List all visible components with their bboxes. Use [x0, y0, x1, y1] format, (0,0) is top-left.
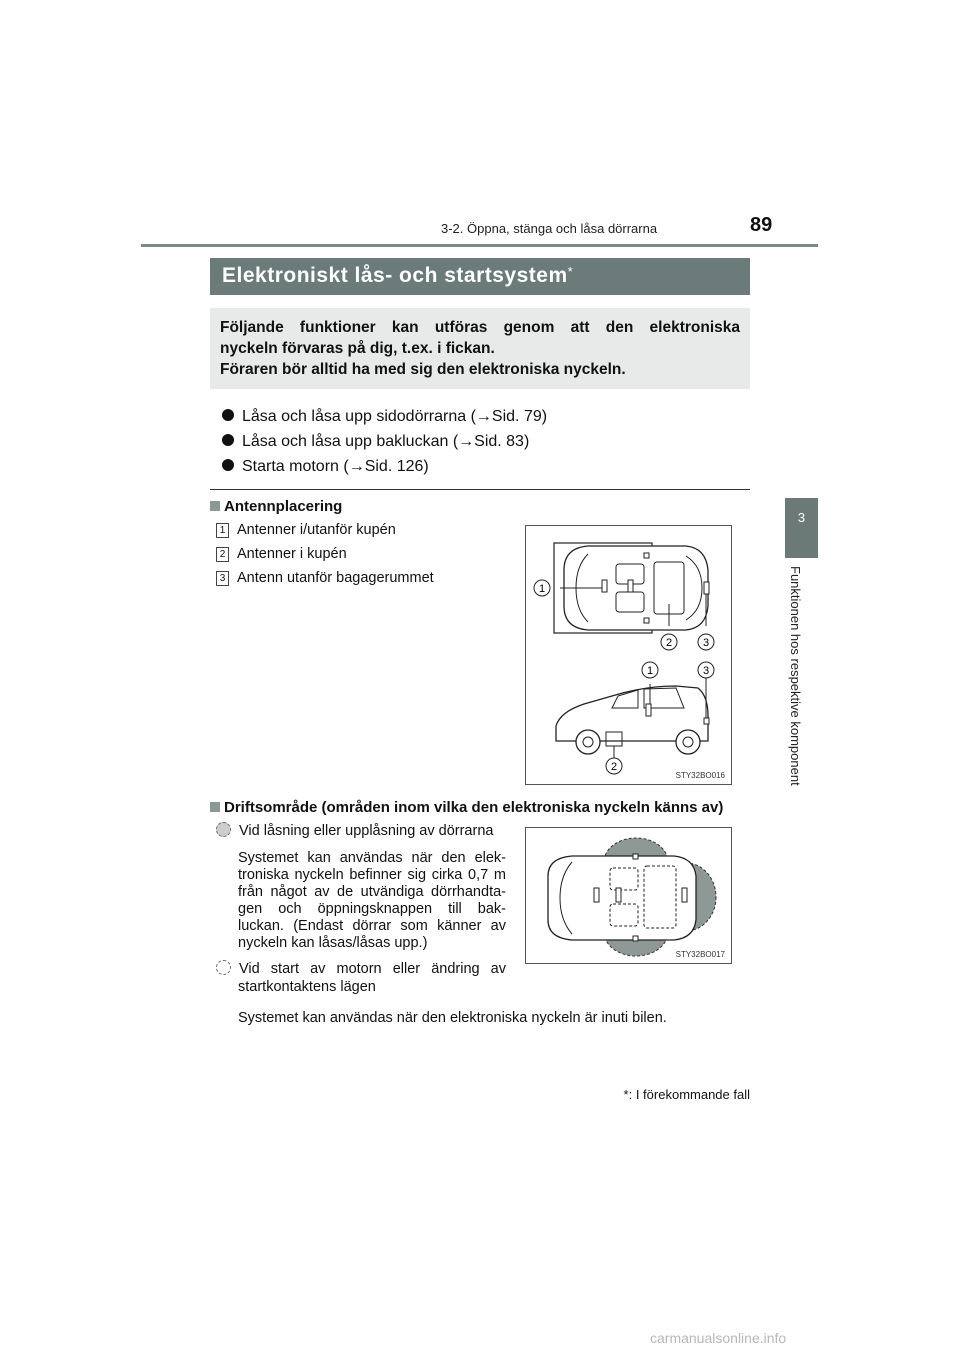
range-item-start: [216, 960, 506, 996]
svg-text:1: 1: [646, 665, 654, 677]
car-antenna-diagram: [526, 526, 731, 784]
callout-1-side: [642, 662, 658, 678]
antenna-mark: [633, 854, 638, 859]
callout-3-top: [698, 634, 714, 650]
range-item-title-cont: startkontaktens lägen: [238, 979, 376, 995]
callout-3-side: [698, 662, 714, 678]
range-item-title: [216, 960, 506, 978]
chapter-label-text: Funktionen hos respektive komponent: [788, 566, 803, 786]
svg-text:3: 3: [702, 637, 710, 649]
antenna-mark: [616, 888, 621, 902]
page-heading: [210, 258, 750, 295]
antenna-mark: [644, 618, 649, 623]
range-item-title-text: Vid start av motorn eller ändring av: [239, 961, 506, 977]
watermark: carmanualsonline.info: [650, 1330, 787, 1346]
desc-line: Systemet kan användas när den elek-: [238, 850, 506, 866]
list-item-text: Antenn utanför bagagerummet: [237, 570, 434, 586]
list-item-text[interactable]: Låsa och låsa upp sidodörrarna (→Sid. 79): [242, 408, 548, 425]
list-item: [222, 404, 742, 429]
antenna-mark: [633, 936, 638, 941]
callout-1-top: [534, 580, 550, 596]
header-rule: [141, 244, 818, 247]
list-item-text[interactable]: Låsa och låsa upp bakluckan (→Sid. 83): [242, 433, 530, 450]
square-bullet-icon: [210, 802, 220, 812]
svg-text:2: 2: [610, 761, 618, 773]
number-badge: 2: [216, 547, 229, 562]
list-item-text: Antenner i kupén: [237, 546, 347, 562]
figure-code: STY32BO017: [675, 950, 725, 959]
callout-2-top: [661, 634, 677, 650]
wheel-front: [576, 730, 600, 754]
intro-line: Föraren bör alltid ha med sig den elektroniska nyckeln.: [220, 361, 626, 378]
list-item-text[interactable]: Starta motorn (→Sid. 126): [242, 458, 429, 475]
svg-text:2: 2: [665, 637, 673, 649]
desc-line: luckan. (Endast dörrar som känner av: [238, 918, 506, 934]
desc-line: från något av de utvändiga dörrhandta-: [238, 884, 506, 900]
antenna-mark: [646, 704, 651, 716]
antenna-mark: [704, 582, 709, 594]
bullet-icon: [222, 459, 234, 471]
square-bullet-icon: [210, 501, 220, 511]
intro-line: Följande funktioner kan utföras genom att den elektroniska: [220, 319, 740, 336]
section-divider: [210, 489, 750, 490]
svg-text:3: 3: [702, 665, 710, 677]
antenna-mark: [644, 553, 649, 558]
zone-icon: [216, 822, 231, 837]
antenna-mark: [628, 580, 633, 592]
antenna-mark: [682, 888, 687, 902]
list-item: [216, 542, 506, 566]
footnote-mark: *: [623, 1087, 629, 1102]
desc-line: troniska nyckeln befinner sig cirka 0,7 m: [238, 867, 506, 883]
intro-box: [210, 308, 750, 389]
range-item-title: [216, 822, 506, 840]
antenna-mark: [704, 718, 709, 724]
range-heading: [210, 799, 723, 816]
list-item: [222, 429, 742, 454]
number-badge: 3: [216, 571, 229, 586]
zone-icon: [216, 960, 231, 975]
bullet-icon: [222, 434, 234, 446]
antenna-legend: [216, 518, 506, 590]
asterisk-mark: *: [567, 264, 574, 279]
wheel-rear: [676, 730, 700, 754]
number-badge: 1: [216, 523, 229, 538]
car-range-diagram: [526, 828, 731, 963]
svg-text:1: 1: [538, 583, 546, 595]
page-number: 89: [750, 214, 773, 236]
antenna-mark: [602, 580, 607, 592]
range-heading-text: Driftsområde (områden inom vilka den elektroniska nyckeln känns av): [224, 799, 724, 816]
antenna-heading: [210, 498, 342, 515]
range-item-title-text: Vid låsning eller upplåsning av dörrarna: [239, 823, 494, 839]
antenna-mark: [594, 888, 599, 902]
antenna-figure: [525, 525, 732, 785]
intro-line: nyckeln förvaras på dig, t.ex. i fickan.: [220, 340, 495, 357]
footnote-text: : I förekommande fall: [628, 1087, 750, 1102]
function-list: [222, 404, 742, 479]
figure-code: STY32BO016: [675, 771, 725, 780]
range-item-start-desc: Systemet kan användas när den elektroniska nyckeln är inuti bilen.: [238, 1010, 667, 1026]
antenna-heading-text: Antennplacering: [224, 498, 343, 515]
bullet-icon: [222, 409, 234, 421]
chapter-tab[interactable]: 3: [785, 498, 818, 558]
footnote: [624, 1087, 750, 1102]
range-item-lock: [216, 822, 506, 840]
range-figure: [525, 827, 732, 964]
range-item-lock-desc: [238, 850, 506, 952]
list-item: [216, 518, 506, 542]
chapter-label: [788, 566, 812, 816]
list-item: [216, 566, 506, 590]
desc-line: gen och öppningsknappen till bak-: [238, 901, 506, 917]
desc-line: nyckeln kan låsas/låsas upp.): [238, 935, 428, 951]
section-title: 3-2. Öppna, stänga och låsa dörrarna: [441, 221, 658, 236]
list-item-text: Antenner i/utanför kupén: [237, 522, 396, 538]
list-item: [222, 454, 742, 479]
callout-2-side: [606, 758, 622, 774]
heading-text: Elektroniskt lås- och startsystem: [222, 264, 568, 287]
